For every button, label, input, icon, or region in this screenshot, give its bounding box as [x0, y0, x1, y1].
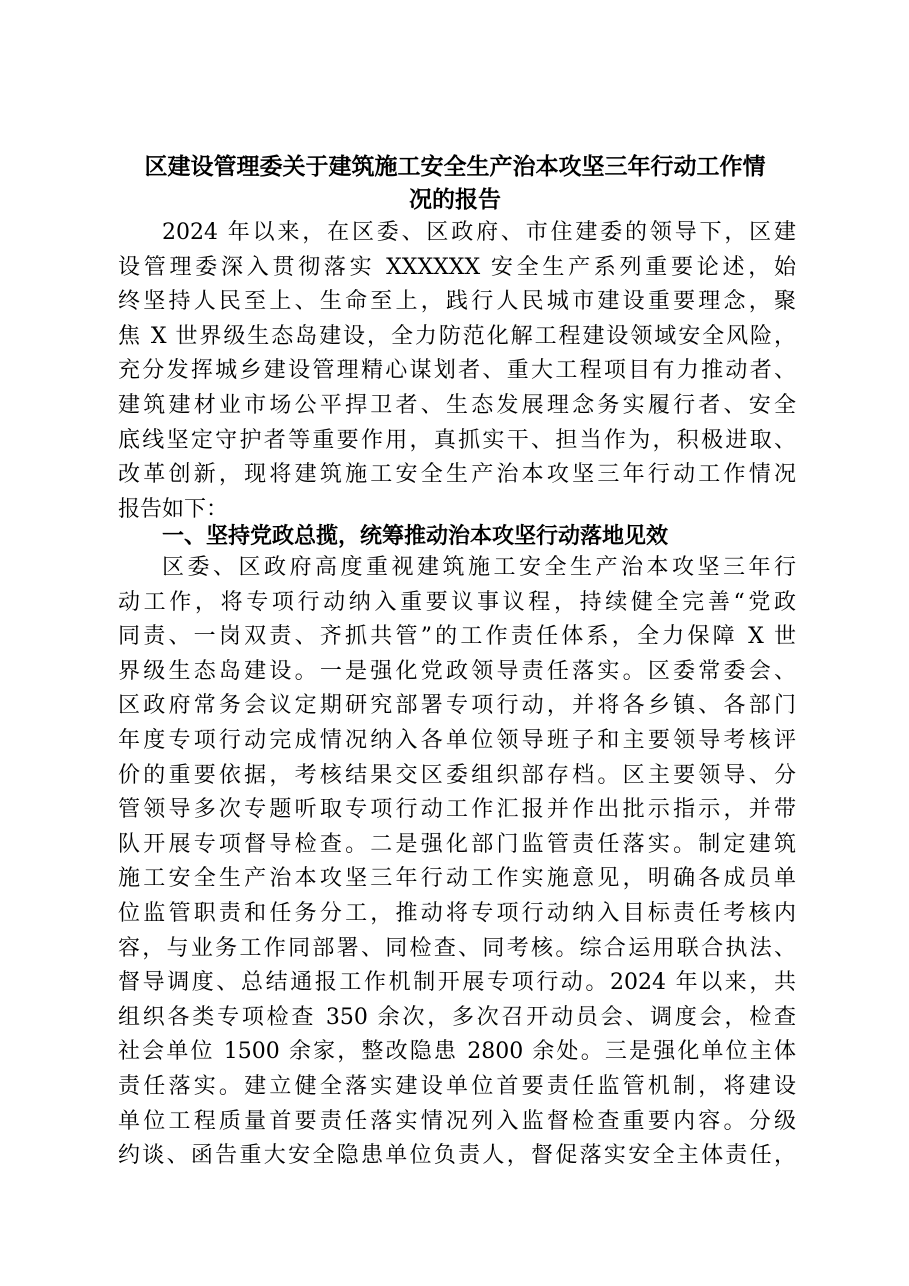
- paragraph-line: 同责、一岗双责、齐抓共管”的工作责任体系，全力保障 X 世: [118, 624, 796, 650]
- section-paragraph: [118, 551, 796, 1174]
- paragraph-line: 组织各类专项检查 350 余次，多次召开动员会、调度会，检查: [118, 1004, 796, 1030]
- paragraph-line: 容，与业务工作同部署、同检查、同考核。综合运用联合执法、: [118, 935, 796, 961]
- paragraph-line: 单位工程质量首要责任落实情况列入监督检查重要内容。分级: [118, 1108, 796, 1134]
- paragraph-line: 区委、区政府高度重视建筑施工安全生产治本攻坚三年行: [162, 555, 796, 580]
- paragraph-line: 社会单位 1500 余家，整改隐患 2800 余处。三是强化单位主体: [118, 1039, 796, 1065]
- paragraph-line: 终坚持人民至上、生命至上，践行人民城市建设重要理念，聚: [118, 289, 796, 315]
- paragraph-line: 价的重要依据，考核结果交区委组织部存档。区主要领导、分: [118, 762, 796, 788]
- paragraph-line: 督导调度、总结通报工作机制开展专项行动。2024 年以来，共: [118, 970, 796, 996]
- paragraph-line: 焦 X 世界级生态岛建设，全力防范化解工程建设领域安全风险，: [118, 323, 796, 349]
- title-line: 况的报告: [409, 186, 501, 213]
- paragraph-line: 施工安全生产治本攻坚三年行动工作实施意见，明确各成员单: [118, 866, 796, 892]
- paragraph-line: 设管理委深入贯彻落实 XXXXXX 安全生产系列重要论述，始: [118, 254, 796, 280]
- paragraph-line: 建筑建材业市场公平捍卫者、生态发展理念务实履行者、安全: [118, 392, 796, 418]
- document-title: [110, 150, 800, 216]
- paragraph-line: 位监管职责和任务分工，推动将专项行动纳入目标责任考核内: [118, 900, 796, 926]
- paragraph-line: 报告如下：: [118, 496, 229, 522]
- paragraph-line: 改革创新，现将建筑施工安全生产治本攻坚三年行动工作情况: [118, 462, 796, 488]
- paragraph-line: 充分发挥城乡建设管理精心谋划者、重大工程项目有力推动者、: [118, 358, 796, 384]
- paragraph-line: 底线坚定守护者等重要作用，真抓实干、担当作为，积极进取、: [118, 427, 796, 453]
- paragraph-line: 约谈、函告重大安全隐患单位负责人，督促落实安全主体责任，: [118, 1143, 796, 1169]
- paragraph-line: 界级生态岛建设。一是强化党政领导责任落实。区委常委会、: [118, 658, 796, 684]
- paragraph-line: 动工作，将专项行动纳入重要议事议程，持续健全完善“党政: [118, 589, 796, 615]
- paragraph-line: 2024 年以来，在区委、区政府、市住建委的领导下，区建: [162, 220, 796, 245]
- title-line: 区建设管理委关于建筑施工安全生产治本攻坚三年行动工作情: [144, 153, 766, 180]
- section-heading: 一、坚持党政总揽，统筹推动治本攻坚行动落地见效: [162, 524, 669, 549]
- paragraph-line: 队开展专项督导检查。二是强化部门监管责任落实。制定建筑: [118, 831, 796, 857]
- intro-paragraph: [118, 216, 796, 527]
- paragraph-line: 年度专项行动完成情况纳入各单位领导班子和主要领导考核评: [118, 727, 796, 753]
- paragraph-line: 管领导多次专题听取专项行动工作汇报并作出批示指示，并带: [118, 797, 796, 823]
- paragraph-line: 责任落实。建立健全落实建设单位首要责任监管机制，将建设: [118, 1073, 796, 1099]
- paragraph-line: 区政府常务会议定期研究部署专项行动，并将各乡镇、各部门: [118, 693, 796, 719]
